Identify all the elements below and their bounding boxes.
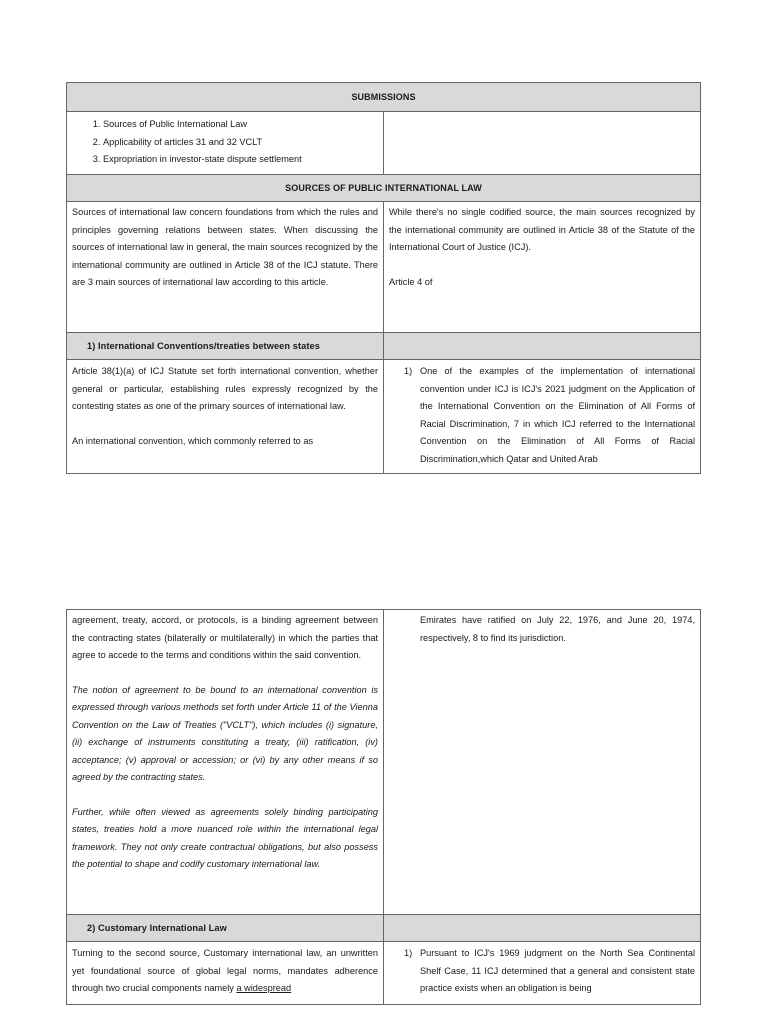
vclt-text: The notion of agreement to be bound to an international convention is expressed through various methods set forth under Article 11 of the Vienna Convention on the Law of Treaties ("VCLT"), which includes (i) signature, (ii) exchange of instruments constituting a treaty, (iii) ratification, (iv) acceptance; (v) approval or accession; or (vi) by any other means if so agreed by the contracting states.: [72, 684, 378, 782]
customary-right-cell: [384, 942, 701, 1005]
agreement-text: agreement, treaty, accord, or protocols, is a binding agreement between the contracting states (bilaterally or multilaterally) in which the parties that agree to accede to the terms and conditions within the said convention.: [72, 615, 378, 660]
customary-text-main: Turning to the second source, Customary international law, an unwritten yet foundational source of global legal norms, mandates adherence through two crucial components namely: [72, 948, 378, 993]
customary-heading-empty: [384, 915, 701, 942]
conventions-text: Article 38(1)(a) of ICJ Statute set forth international convention, whether general or particular, establishing rules expressly recognized by the contesting states as one of the primary sources of international law.: [72, 366, 378, 411]
page-2-table: [66, 609, 701, 1005]
customary-heading: 2) Customary International Law: [87, 923, 227, 933]
submission-item: 2. Applicability of articles 31 and 32 VCLT: [103, 134, 383, 152]
submission-item: 1. Sources of Public International Law: [103, 116, 383, 134]
conventions-example: [404, 363, 695, 468]
customary-heading-cell: [67, 915, 384, 942]
conventions-example-text: One of the examples of the implementation of international convention under ICJ is ICJ's 2021 judgment on the Application of the International Convention on the Elimination of All Forms of Racial Discrimination, 7 in which ICJ referred to the International Convention on the Elimination of All Forms of Racial Discrimination,which Qatar and United Arab: [420, 366, 696, 464]
sources-heading: SOURCES OF PUBLIC INTERNATIONAL LAW: [67, 175, 701, 202]
conventions-heading-empty: [384, 333, 701, 360]
sources-right-cell: [384, 202, 701, 333]
sources-note-text: While there's no single codified source, the main sources recognized by the international community are outlined in Article 38 of the Statute of the International Court of Justice (ICJ).: [389, 207, 696, 252]
submissions-heading: SUBMISSIONS: [67, 83, 701, 112]
conventions-heading: 1) International Conventions/treaties between states: [87, 341, 320, 351]
sources-intro-text: Sources of international law concern foundations from which the rules and principles governing relations between states. When discussing the sources of international law in general, the main sources recognized by the international community are outlined in Article 38 of the ICJ statute. There are 3 main sources of international law according to this article.: [72, 207, 378, 287]
customary-example: [404, 945, 695, 998]
submissions-list-cell: [67, 112, 384, 175]
treaties-text: Further, while often viewed as agreements solely binding participating states, treaties hold a more nuanced role within the international legal framework. They not only create contractual obligations, but also possess the potential to shape and codify customary international law.: [72, 806, 378, 869]
submissions-list: [67, 116, 383, 169]
list-number: 1): [404, 948, 413, 958]
submission-item: 3. Expropriation in investor-state dispute settlement: [103, 151, 383, 169]
list-number: 1): [404, 366, 413, 376]
customary-text: [72, 945, 378, 998]
conventions-heading-cell: [67, 333, 384, 360]
customary-left-cell: [67, 942, 384, 1005]
ratification-text: Emirates have ratified on July 22, 1976, and June 20, 1974, respectively, 8 to find its jurisdiction.: [420, 615, 695, 643]
page-1-table: [66, 82, 701, 474]
conventions-left-cell: [67, 360, 384, 474]
continued-right-cell: [384, 610, 701, 915]
continued-left-cell: [67, 610, 384, 915]
customary-text-underlined: a widespread: [236, 983, 292, 993]
conventions-right-cell: [384, 360, 701, 474]
empty-cell: [384, 112, 701, 175]
sources-article-note: Article 4 of: [389, 276, 433, 287]
conventions-text-continued: An international convention, which commonly referred to as: [72, 435, 314, 446]
customary-example-text: Pursuant to ICJ's 1969 judgment on the North Sea Continental Shelf Case, 11 ICJ determined that a general and consistent state practice exists when an obligation is being: [420, 948, 695, 993]
sources-left-cell: [67, 202, 384, 333]
